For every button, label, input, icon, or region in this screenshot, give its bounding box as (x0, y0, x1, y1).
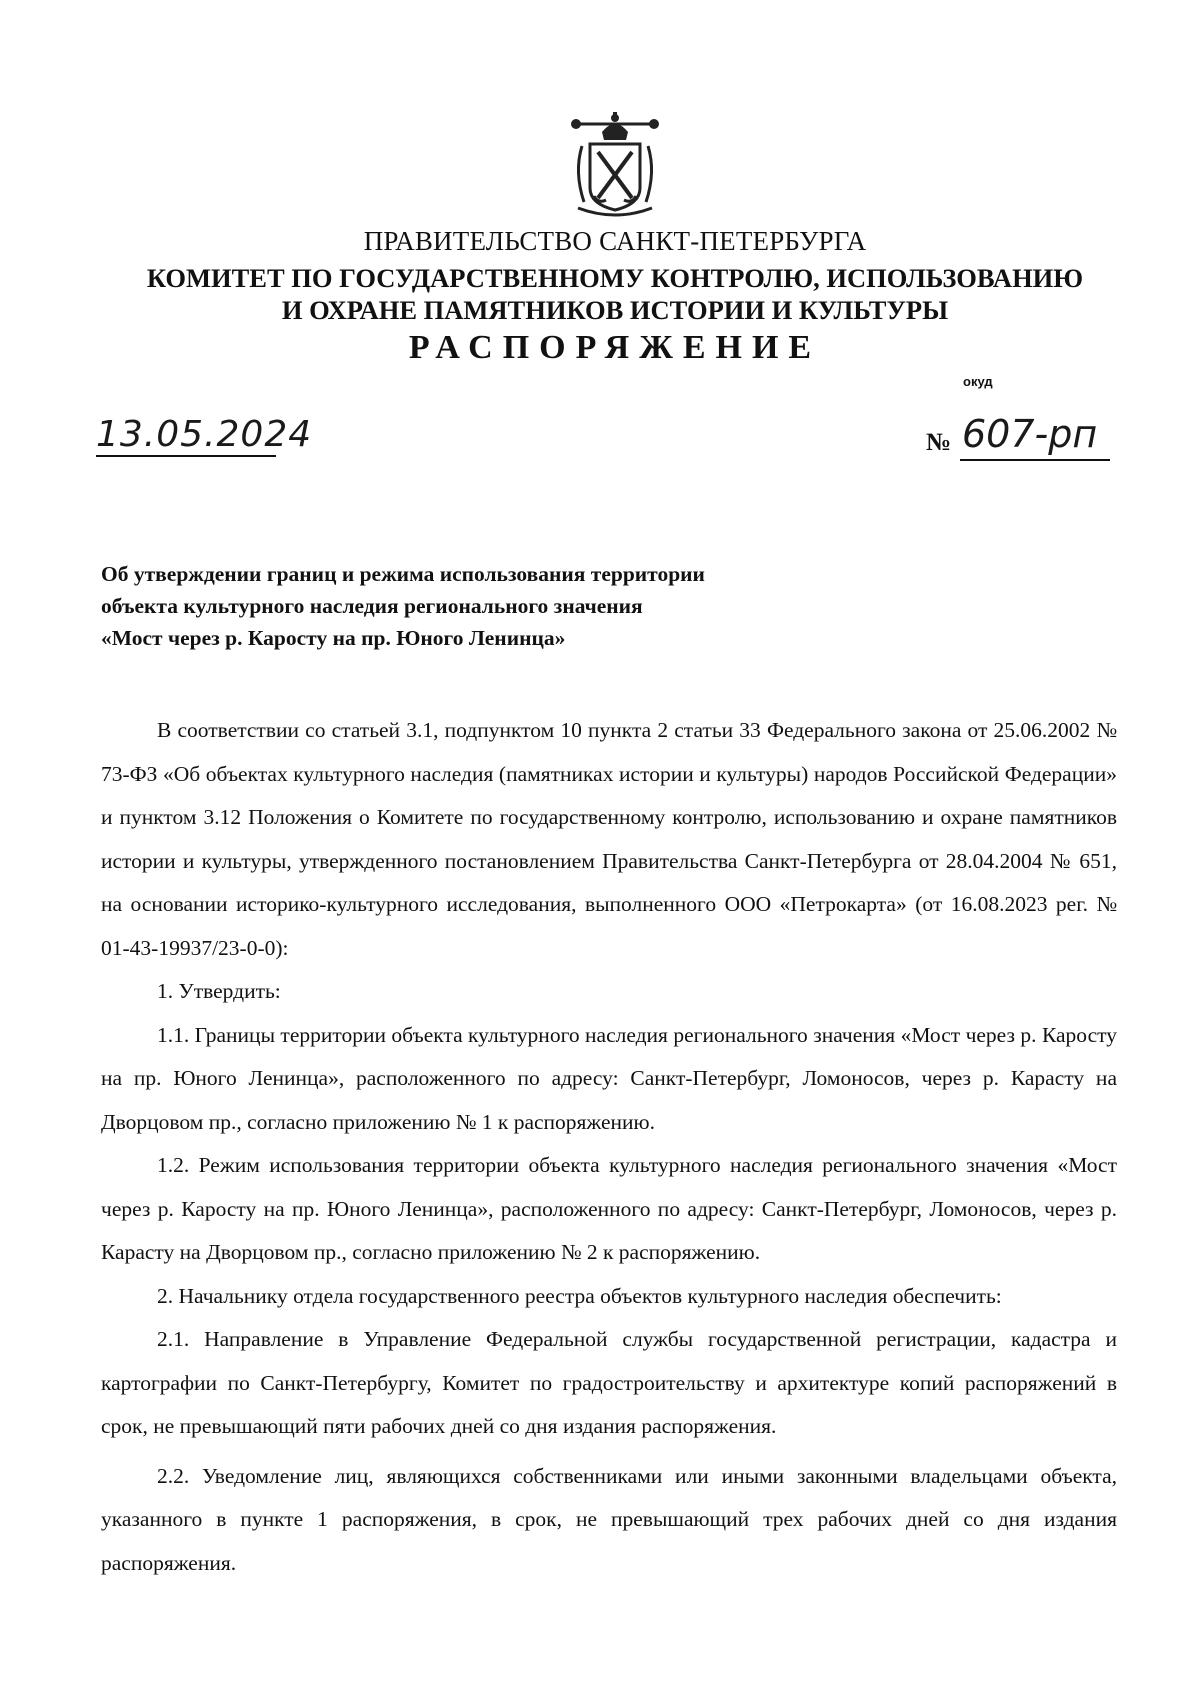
paragraph-2-2: 2.2. Уведомление лиц, являющихся собственниками или иными законными владельцами объекта, указанного в пункте 1 распоряжения, в срок, не превышающий трех рабочих дней со дня издания распоряжения. (101, 1463, 1117, 1575)
number-underline (960, 459, 1110, 461)
paragraph-1-1: 1.1. Границы территории объекта культурного наследия регионального значения «Мост через р. Каросту на пр. Юного Ленинца», расположенного по адресу: Санкт-Петербург, Ломоносов, через р. Карасту на Дворцовом пр., согласно приложению № 1 к распоряжению. (101, 1022, 1117, 1134)
committee-line-1: КОМИТЕТ ПО ГОСУДАРСТВЕННОМУ КОНТРОЛЮ, ИСПОЛЬЗОВАНИЮ (146, 263, 1084, 293)
document-body (101, 709, 1117, 1585)
document-number: 607-рп (962, 412, 1098, 456)
government-name: ПРАВИТЕЛЬСТВО САНКТ-ПЕТЕРБУРГА (363, 226, 867, 256)
okud-label: окуд (963, 374, 993, 389)
document-type: РАСПОРЯЖЕНИЕ (408, 329, 822, 366)
paragraph-1: 1. Утвердить: (157, 979, 281, 1003)
paragraph-2-1: 2.1. Направление в Управление Федеральной службы государственной регистрации, кадастра и картографии по Санкт-Петербургу, Комитет по градостроительству и архитектуре копий распоряжений в срок, не превышающий пяти рабочих дней со дня издания распоряжения. (101, 1327, 1117, 1438)
subject-line-2: объекта культурного наследия регионального значения (101, 594, 643, 618)
date-underline (96, 455, 276, 457)
number-sign: № (926, 429, 952, 456)
paragraph-2: 2. Начальнику отдела государственного реестра объектов культурного наследия обеспечить: (157, 1283, 1002, 1308)
paragraph-1-2: 1.2. Режим использования территории объекта культурного наследия регионального значения «Мост через р. Каросту на пр. Юного Ленинца», расположенного по адресу: Санкт-Петербург, Ломоносов, через р. Карасту на Дворцовом пр., согласно приложению № 2 к распоряжению. (101, 1153, 1117, 1264)
subject-line-3: «Мост через р. Каросту на пр. Юного Ленинца» (101, 626, 566, 650)
document-subject (101, 558, 705, 654)
committee-line-2: И ОХРАНЕ ПАМЯТНИКОВ ИСТОРИИ И КУЛЬТУРЫ (281, 295, 949, 325)
document-date: 13.05.2024 (96, 414, 313, 455)
subject-line-1: Об утверждении границ и режима использования территории (101, 562, 705, 586)
coat-of-arms-icon (568, 112, 662, 220)
committee-name (0, 262, 1200, 326)
paragraph-preamble: В соответствии со статьей 3.1, подпунктом 10 пункта 2 статьи 33 Федерального закона от 25.06.2002 № 73-ФЗ «Об объектах культурного наследия (памятниках истории и культуры) народов Российской Федерации» и пунктом 3.12 Положения о Комитете по государственному контролю, использованию и охране памятников истории и культуры, утвержденного постановлением Правительства Санкт-Петербурга от 28.04.2004 № 651, на основании историко-культурного исследования, выполненного ООО «Петрокарта» (от 16.08.2023 рег. № 01-43-19937/23-0-0): (101, 718, 1117, 960)
